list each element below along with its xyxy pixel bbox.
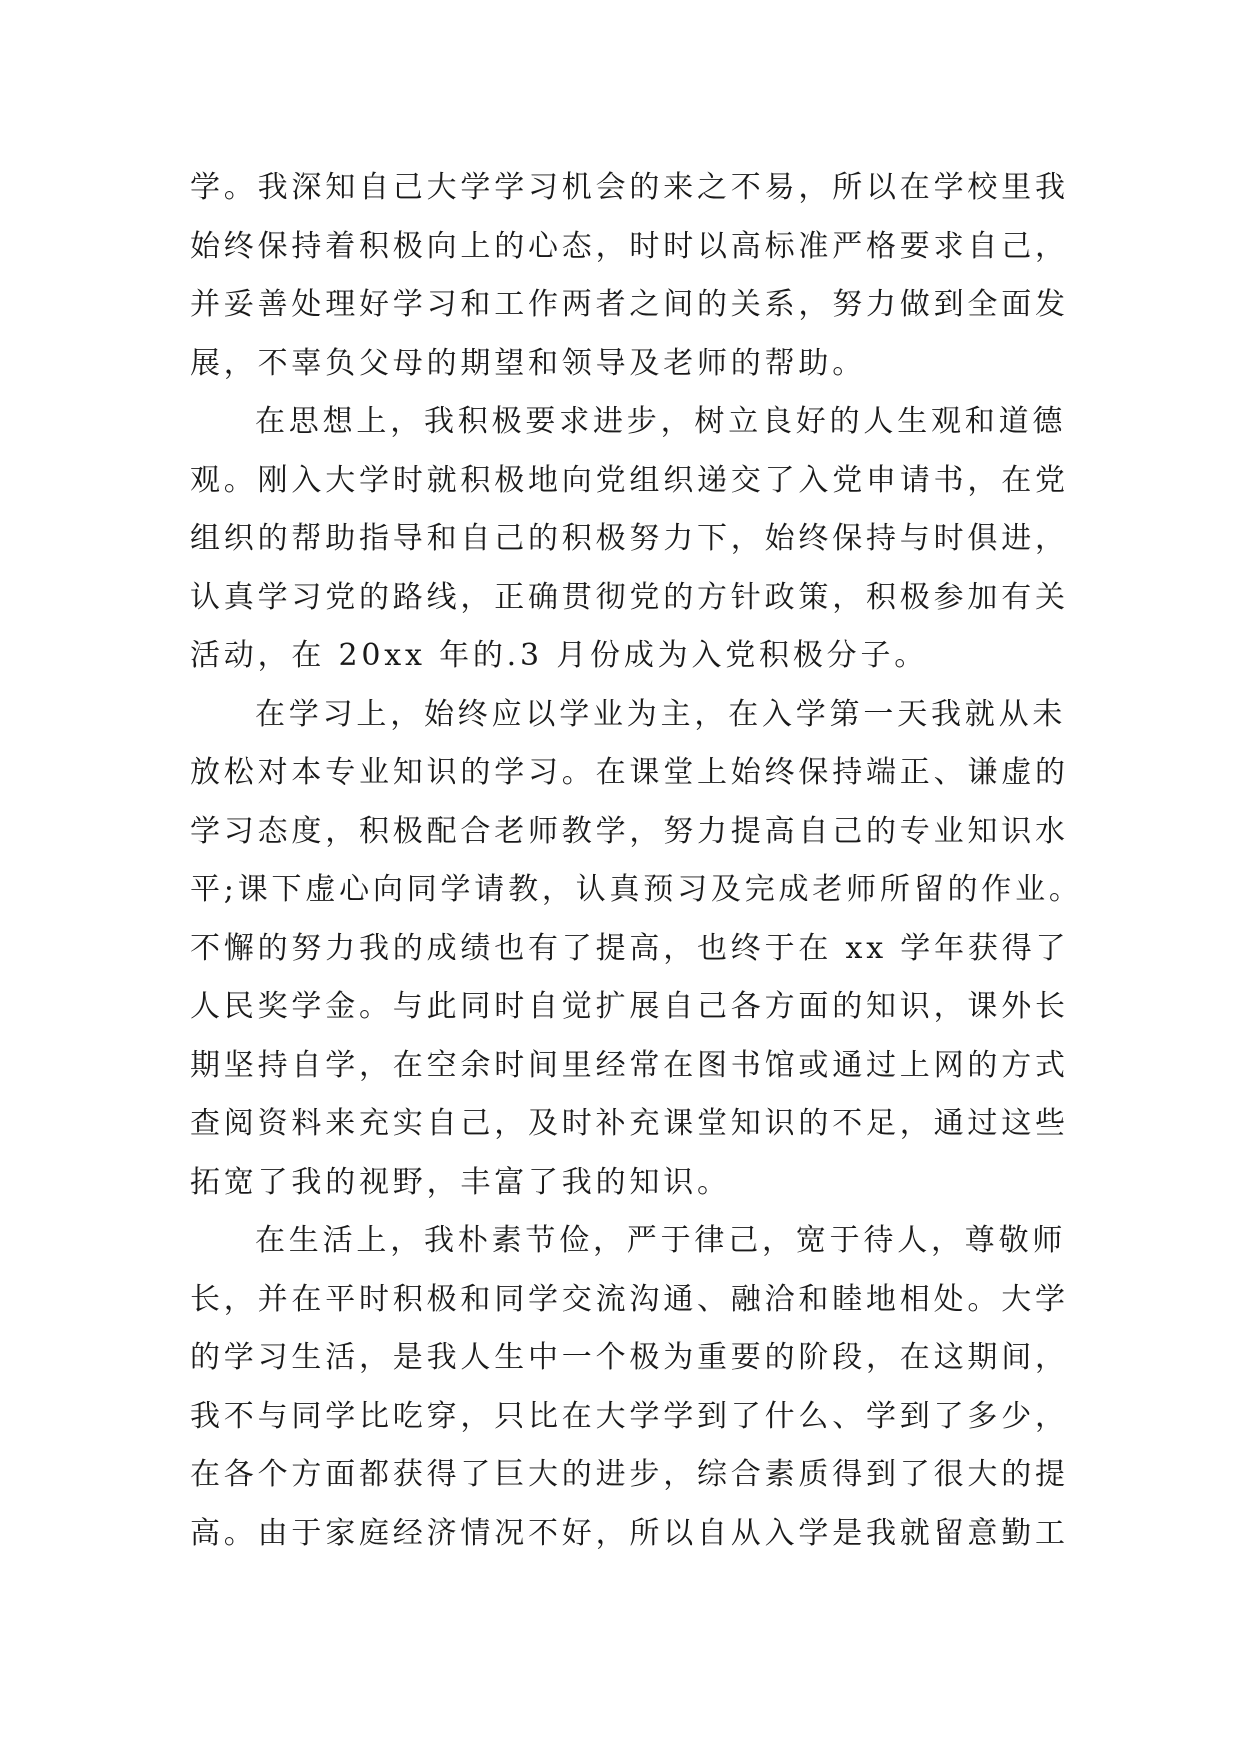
text-line: 不懈的努力我的成绩也有了提高，也终于在 xx 学年获得了 [190,930,1070,966]
paragraph-first-line: 在思想上，我积极要求进步，树立良好的人生观和道德 [255,404,1067,439]
text-line: 的学习生活，是我人生中一个极为重要的阶段，在这期间， [190,1340,1069,1375]
paragraph-first-line: 在学习上，始终应以学业为主，在入学第一天我就从未 [255,696,1067,732]
text-line: 组织的帮助指导和自己的积极努力下，始终保持与时俱进， [190,521,1069,556]
text-line: 查阅资料来充实自己，及时补充课堂知识的不足，通过这些 [190,1106,1069,1141]
text-line: 长，并在平时积极和同学交流沟通、融洽和睦地相处。大学 [190,1281,1069,1317]
text-line: 平;课下虚心向同学请教，认真预习及完成老师所留的作业。 [190,872,1083,907]
text-line: 并妥善处理好学习和工作两者之间的关系，努力做到全面发 [190,287,1069,322]
text-line: 放松对本专业知识的学习。在课堂上始终保持端正、谦虚的 [190,755,1069,790]
document-body [190,159,1083,1563]
text-line: 学习态度，积极配合老师教学，努力提高自己的专业知识水 [190,813,1069,849]
text-line: 我不与同学比吃穿，只比在大学学到了什么、学到了多少， [190,1398,1069,1434]
text-line: 学。我深知自己大学学习机会的来之不易，所以在学校里我 [190,170,1069,205]
text-line: 期坚持自学，在空余时间里经常在图书馆或通过上网的方式 [190,1047,1069,1083]
text-line: 观。刚入大学时就积极地向党组织递交了入党申请书，在党 [190,462,1069,498]
text-line: 人民奖学金。与此同时自觉扩展自己各方面的知识，课外长 [190,989,1069,1024]
text-line: 拓宽了我的视野，丰富了我的知识。 [190,1164,731,1200]
text-line: 高。由于家庭经济情况不好，所以自从入学是我就留意勤工 [190,1515,1069,1551]
text-line: 活动，在 20xx 年的.3 月份成为入党积极分子。 [190,638,929,673]
text-line: 认真学习党的路线，正确贯彻党的方针政策，积极参加有关 [190,579,1069,615]
text-line: 在各个方面都获得了巨大的进步，综合素质得到了很大的提 [190,1457,1069,1492]
text-line: 展，不辜负父母的期望和领导及老师的帮助。 [190,345,866,381]
paragraph-first-line: 在生活上，我朴素节俭，严于律己，宽于待人，尊敬师 [255,1223,1067,1258]
text-line: 始终保持着积极向上的心态，时时以高标准严格要求自己， [190,228,1069,264]
